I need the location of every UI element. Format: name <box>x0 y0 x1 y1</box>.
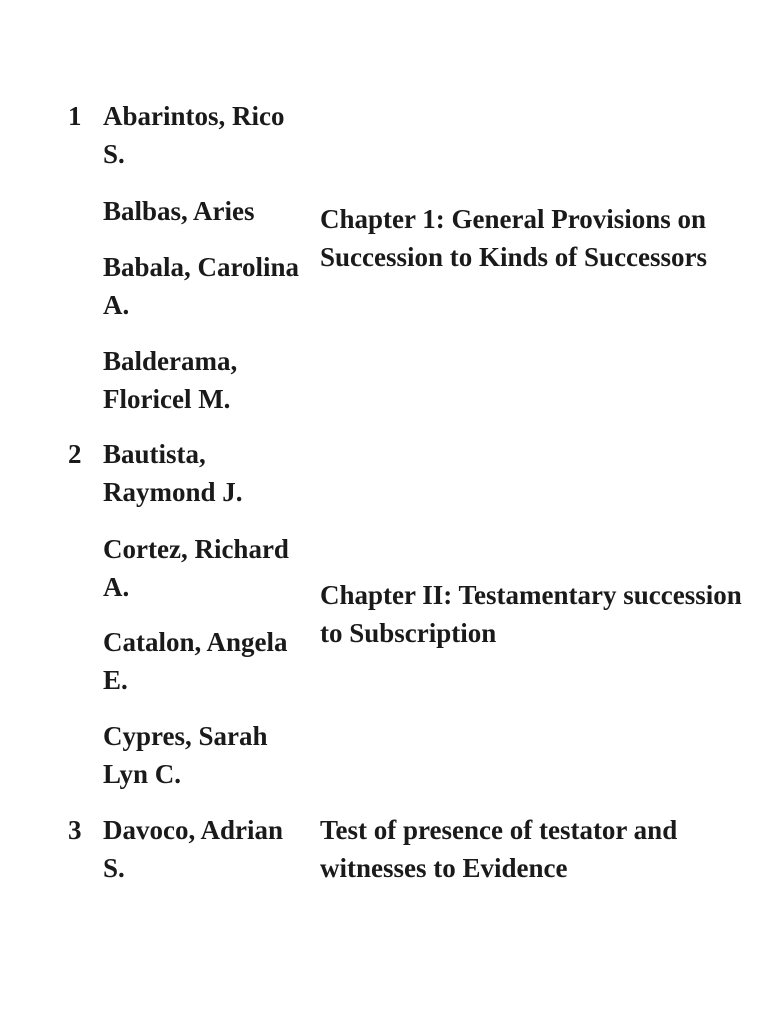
member-name: Balderama, Floricel M. <box>103 346 238 414</box>
chapter-topic: Test of presence of testator and witnesses to Evidence <box>320 815 678 883</box>
chapter-topic: Chapter 1: General Provisions on Succession to Kinds of Successors <box>320 204 708 272</box>
group-number: 1 <box>68 101 82 131</box>
group-number: 3 <box>68 815 82 845</box>
member-name: Balbas, Aries <box>103 196 255 226</box>
member-name: Catalon, Angela E. <box>103 627 288 695</box>
member-name: Cypres, Sarah Lyn C. <box>103 721 268 789</box>
member-name: Cortez, Richard A. <box>103 534 289 602</box>
member-name: Babala, Carolina A. <box>103 252 300 320</box>
member-name: Davoco, Adrian S. <box>103 815 284 883</box>
member-name: Abarintos, Rico S. <box>103 101 285 169</box>
member-name: Bautista, Raymond J. <box>103 439 243 507</box>
group-number: 2 <box>68 439 82 469</box>
chapter-topic: Chapter II: Testamentary succession to Subscription <box>320 580 742 648</box>
